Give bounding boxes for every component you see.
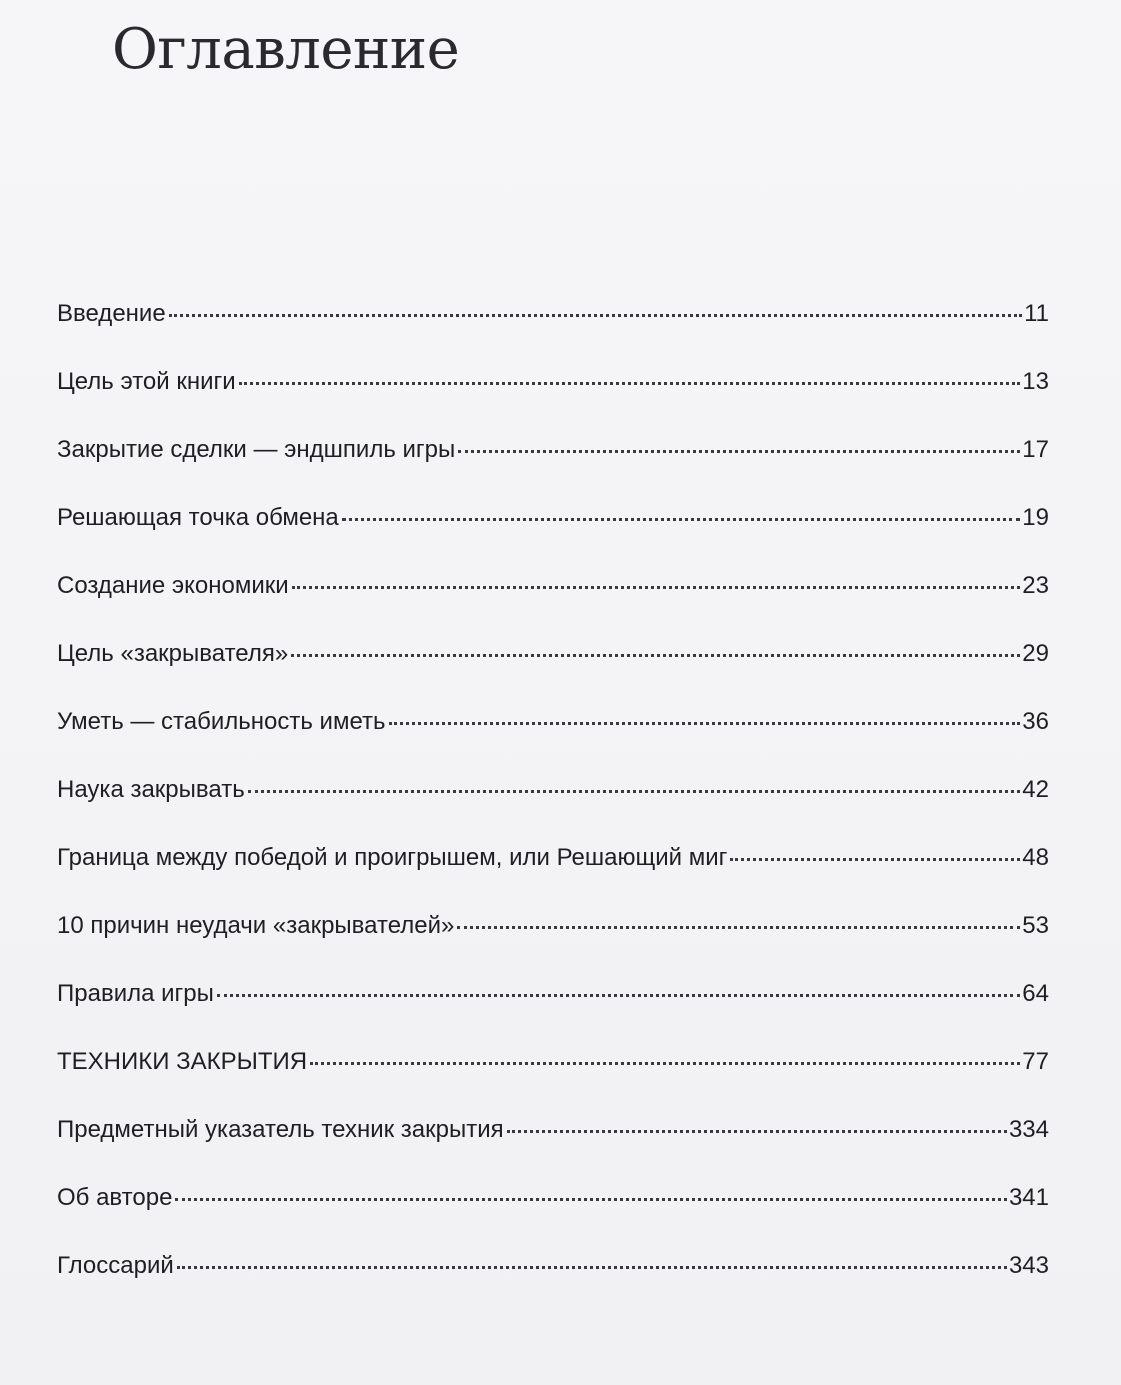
toc-entry: [57, 566, 1049, 634]
dot-leader: [292, 585, 1021, 589]
dot-leader: [169, 313, 1022, 317]
dot-leader: [239, 381, 1021, 385]
toc-entry-title: 10 причин неудачи «закрывателей»: [57, 912, 455, 939]
toc-entry: [57, 362, 1049, 430]
toc-page-number: 42: [1022, 776, 1049, 803]
dot-leader: [458, 449, 1020, 453]
toc-entry-title: Цель этой книги: [57, 368, 236, 395]
toc-entry-title: Цель «закрывателя»: [57, 640, 289, 667]
toc-entry-title: Введение: [57, 300, 166, 327]
toc-entry: [57, 1178, 1049, 1246]
toc-entry: [57, 294, 1049, 362]
dot-leader: [730, 857, 1020, 861]
toc-entry: [57, 1110, 1049, 1178]
toc-entry-title: ТЕХНИКИ ЗАКРЫТИЯ: [57, 1048, 308, 1075]
toc-page-number: 13: [1022, 368, 1049, 395]
dot-leader: [457, 925, 1020, 929]
toc-entry: [57, 1042, 1049, 1110]
page-title: Оглавление: [112, 17, 460, 82]
toc-entry-title: Глоссарий: [57, 1252, 174, 1279]
toc-page-number: 48: [1022, 844, 1049, 871]
toc-page-number: 341: [1008, 1184, 1049, 1211]
toc-page-number: 29: [1022, 640, 1049, 667]
dot-leader: [248, 789, 1021, 793]
toc-page-number: 19: [1022, 504, 1049, 531]
toc-entry: [57, 770, 1049, 838]
toc-page-number: 343: [1008, 1252, 1049, 1279]
toc-entry-title: Граница между победой и проигрышем, или Решающий миг: [57, 844, 728, 871]
toc-entry: [57, 838, 1049, 906]
dot-leader: [310, 1061, 1020, 1065]
table-of-contents: [57, 294, 1049, 1314]
toc-page-number: 17: [1022, 436, 1049, 463]
toc-entry-title: Создание экономики: [57, 572, 289, 599]
toc-page-number: 64: [1022, 980, 1049, 1007]
toc-entry-title: Уметь — стабильность иметь: [57, 708, 386, 735]
toc-entry-title: Правила игры: [57, 980, 214, 1007]
toc-entry: [57, 1246, 1049, 1314]
dot-leader: [177, 1265, 1007, 1269]
toc-entry-title: Решающая точка обмена: [57, 504, 339, 531]
dot-leader: [342, 517, 1021, 521]
dot-leader: [217, 993, 1020, 997]
toc-entry: [57, 498, 1049, 566]
toc-entry-title: Об авторе: [57, 1184, 173, 1211]
dot-leader: [291, 653, 1020, 657]
toc-page-number: 11: [1024, 300, 1049, 327]
toc-page-number: 334: [1008, 1116, 1049, 1143]
toc-entry-title: Наука закрывать: [57, 776, 245, 803]
toc-entry: [57, 634, 1049, 702]
toc-entry: [57, 702, 1049, 770]
dot-leader: [507, 1129, 1007, 1133]
toc-page-number: 36: [1022, 708, 1049, 735]
toc-page-number: 53: [1022, 912, 1049, 939]
toc-entry-title: Закрытие сделки — эндшпиль игры: [57, 436, 456, 463]
dot-leader: [175, 1197, 1007, 1201]
toc-entry: [57, 906, 1049, 974]
toc-page-number: 77: [1022, 1048, 1049, 1075]
toc-entry: [57, 430, 1049, 498]
toc-page-number: 23: [1022, 572, 1049, 599]
toc-entry: [57, 974, 1049, 1042]
dot-leader: [389, 721, 1021, 725]
toc-entry-title: Предметный указатель техник закрытия: [57, 1116, 504, 1143]
